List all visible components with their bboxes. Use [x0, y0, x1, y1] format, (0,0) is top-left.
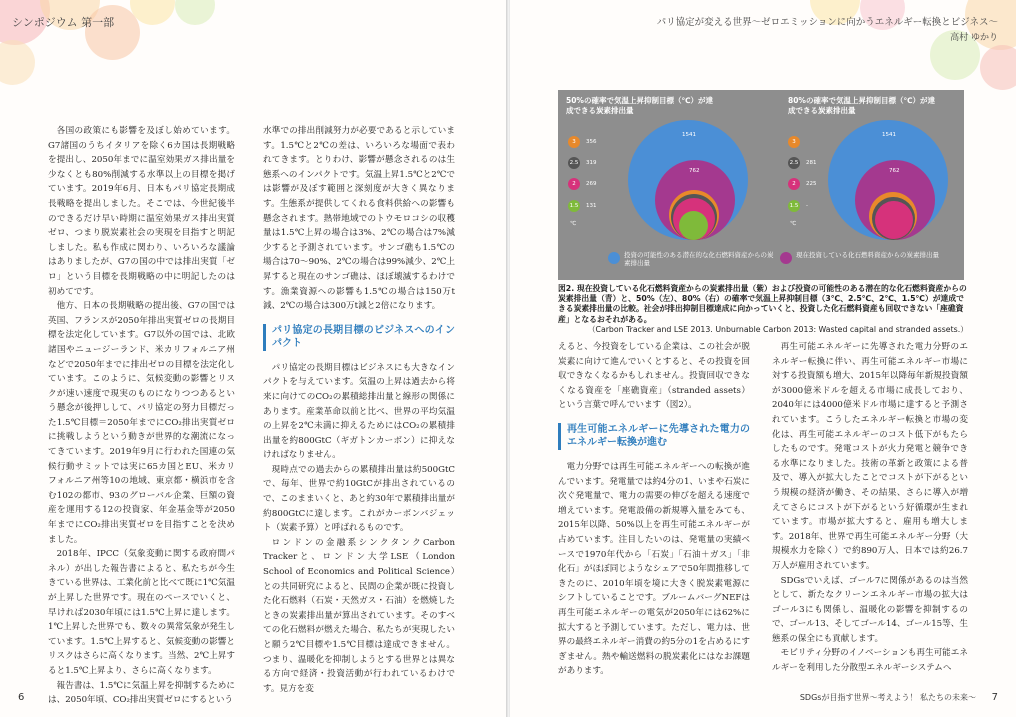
- footer-series-title: SDGsが目指す世界～考えよう！ 私たちの未来～: [799, 693, 976, 702]
- decor-blob: [175, 0, 215, 25]
- running-header-author: 高村 ゆかり: [950, 33, 998, 43]
- temp-dot-2-5: 2.5: [568, 157, 580, 169]
- bubble-left-1-5c: [679, 211, 708, 240]
- legend-purple-label: 現在投資している化石燃料資産からの炭素排出量: [796, 251, 939, 259]
- page-number: 7: [991, 692, 998, 703]
- bubble-right-purple-value: 762: [889, 168, 900, 174]
- temp-value: 131: [586, 203, 597, 209]
- running-header-title: パリ協定が変える世界～ゼロエミッションに向かうエネルギー転換とビジネス～: [656, 17, 998, 28]
- paragraph: 2018年、IPCC（気象変動に関する政府間パネル）が出した報告書によると、私たちが今生きている世界は、工業化前と比べて既に1℃気温が上昇した世界です。現在のペースでいくと、早ければ2030年頃には1.5℃上昇に達します。1℃上昇した世界でも、数々の異常気象が発生しています。1.5℃上昇すると、気候変動の影響とリスクはさらに高くなります。当然、2℃上昇すると1.5℃上昇より、さらに高くなります。: [48, 549, 235, 676]
- legend-blue-label: 投資の可能性のある潜在的な化石燃料資産からの炭素排出量: [624, 251, 774, 267]
- text-column-2: [772, 340, 968, 676]
- paragraph: 電力分野では再生可能エネルギーへの転換が進んでいます。発電量では約4分の1、いまや石炭に次ぐ発電量で、電力の需要の伸びを超える速度で増えています。発電設備の新規導入量をみても、2015年以降、50%以上を再生可能エネルギーが占めています。注目したいのは、発電量の実績ベースで1970年代から「石炭」「石油＋ガス」「非化石」がほぼ同じようなシェアで50年間推移してきたのに、2010年頃を境に大きく脱炭素電源にシフトしていることです。ブルームバーグNEFは再生可能エネルギーの電気が2050年には62%に拡大すると予測しています。ただし、電力は、世界の最終エネルギー消費の約5分の1を占めるにすぎません。熱や輸送燃料の脱炭素化にはなお課題があります。: [558, 461, 750, 677]
- figure-left-title: 50%の確率で気温上昇抑制目標（℃）が達成できる炭素排出量: [566, 96, 714, 115]
- paragraph: 他方、日本の長期戦略の提出後、G7の国では英国、フランスが2050年排出実質ゼロの長期目標を法定化しています。G7以外の国では、北欧諸国やニュージーランド、米カリフォルニア州などで2050年までに排出ゼロの目標を法定化しています。このように、気候変動の影響とリスクが速い速度で現実のものになりつつあるという懸念が後押しして、パリ協定の努力目標だった1.5℃目標＝2050年までにCO₂排出実質ゼロに挑戦しようという動きが世界的な潮流になってきています。2019年9月に行われた国連の気候行動サミットでは実に65カ国とEU、米カリフォルニア州等10の地域、東京都・横浜市を含む102の都市、93のグローバル企業、巨額の資産を運用する12の投資家、年金基金等が2050年までにCO₂排出実質ゼロを目指すことを決めました。: [48, 301, 235, 545]
- paragraph: 再生可能エネルギーに先導された電力分野のエネルギー転換に伴い、再生可能エネルギー市場に対する投資額も増大、2015年以降毎年新規投資額が3000億米ドルを超える市場に成長しており、2040年には4000億米ドル市場に達すると予測されています。こうしたエネルギー転換と市場の変化は、再生可能エネルギーのコスト低下がもたらしたものです。発電コストが火力発電と競争できる水準になりました。技術の革新と政策による普及で、導入が拡大したことでコストが下がるという規模の経済が働き、その結果、さらに導入が増えてさらにコストが下がるという好循環が生まれています。市場が拡大すると、雇用も増大します。2018年、世界で再生可能エネルギー分野（大規模水力を除く）で約890万人、日本では約26.7万人が雇用されています。: [772, 342, 968, 571]
- paragraph: SDGsでいえば、ゴール7に関係があるのは当然として、新たなクリーンエネルギー市場の拡大はゴール3にも関係し、温暖化の影響を抑制するので、ゴール13、そしてゴール14、ゴール15等、生態系の保全にも貢献します。: [772, 575, 968, 644]
- figure-right-title: 80%の確率で気温上昇抑制目標（℃）が達成できる炭素排出量: [788, 96, 936, 115]
- temp-dot-3: 3: [788, 136, 800, 148]
- temp-value: 269: [586, 181, 597, 187]
- temp-value: 319: [586, 160, 597, 166]
- section-heading: パリ協定の長期目標のビジネスへのインパクト: [263, 324, 455, 351]
- legend-swatch-purple: [780, 252, 792, 264]
- right-page: [510, 0, 1016, 717]
- bubble-right-2c: [875, 201, 913, 239]
- text-column-1: [48, 124, 235, 708]
- section-heading: 再生可能エネルギーに先導された電力のエネルギー転換が進む: [558, 423, 750, 450]
- bubble-right-blue-value: 1541: [882, 132, 896, 138]
- temp-dot-3: 3: [568, 136, 580, 148]
- caption-source: （Carbon Tracker and LSE 2013. Unburnable Carbon 2013: Wasted capital and stranded assets.）: [587, 324, 968, 334]
- paragraph: 各国の政策にも影響を及ぼし始めています。G7諸国のうちイタリアを除く6カ国は長期戦略を提出し、2050年までに温室効果ガス排出量を少なくとも80%削減する水準以上の目標を掲げています。2019年6月、日本もパリ協定長期成長戦略を提出しました。そこでは、今世紀後半のできるだけ早い時期に温室効果ガス排出実質ゼロ、つまり脱炭素社会の実現を目指すと明記しました。私も作成に関わり、いろいろな議論はありましたが、G7の国の中では排出実質「ゼロ」という目標を長期戦略の中に明記したのは初めてです。: [48, 126, 235, 297]
- temp-dot-2-5: 2.5: [788, 157, 800, 169]
- legend-swatch-blue: [608, 252, 620, 264]
- temp-dot-2: 2: [568, 178, 580, 190]
- paragraph: 現時点での過去からの累積排出量は約500GtCで、毎年、世界で約10GtCが排出されているので、このままいくと、あと約30年で累積排出量が約800GtCに達します。これがカーボンバジェット（炭素予算）と呼ばれるものです。: [263, 464, 455, 534]
- temp-value: -: [806, 203, 808, 209]
- unit-label: ℃: [570, 221, 577, 227]
- paragraph: えると、今投資をしている企業は、この社会が脱炭素に向けて進んでいくとすると、その投資を回収できなくなるかもしれません。投資回収できなくなる資産を「座礁資産」（stranded assets）という言葉で呼んでいます（図2）。: [558, 342, 750, 411]
- temp-value: 281: [806, 160, 817, 166]
- caption-text: 図2. 現在投資している化石燃料資産からの炭素排出量（紫）および投資の可能性のある潜在的な化石燃料資産からの炭素排出量（青）と、50%（左）、80%（右）の確率で気温上昇抑制目標（3℃、2.5℃、2℃、1.5℃）が達成できる炭素排出量の比較。社会が排出抑制目標達成に向かっていくと、投資した化石燃料資産も回収できない「座礁資産」となるおそれがある。: [558, 284, 967, 324]
- bubble-left-blue-value: 1541: [682, 132, 696, 138]
- unit-label: ℃: [790, 221, 797, 227]
- bubble-left-purple-value: 762: [689, 168, 700, 174]
- temp-dot-2: 2: [788, 178, 800, 190]
- paragraph: 報告書は、1.5℃に気温上昇を抑制するためには、2050年頃、CO₂排出実質ゼロにするという: [48, 680, 235, 706]
- figure-carbon-budget: [558, 90, 964, 280]
- text-column-1: [558, 340, 750, 679]
- temp-dot-1-5: 1.5: [568, 200, 580, 212]
- figure-caption: [558, 284, 968, 335]
- temp-dot-1-5: 1.5: [788, 200, 800, 212]
- paragraph: パリ協定の長期目標はビジネスにも大きなインパクトを与えています。気温の上昇は過去から将来に向けてのCO₂の累積総排出量と線形の関係にあります。産業革命以前と比べ、世界の平均気温の上昇を2℃未満に抑えるためにはCO₂の累積排出量を約800GtC（ギガトンカーボン）に抑えなければなりません。: [263, 362, 455, 461]
- decor-blob: [0, 40, 35, 85]
- paragraph: ロンドンの金融系シンクタンクCarbon Trackerと、ロンドン大学LSE（London School of Economics and Political Science）との共同研究によると、民間の企業が既に投資した化石燃料（石炭・天然ガス・石油）を燃焼したときの炭素排出量が算出されています。そのすべての化石燃料が燃えた場合、私たちが実現したいと願う2℃目標や1.5℃目標は達成できません。つまり、温暖化を抑制しようとする世界とは異なる方向で経済・投資活動が行われているわけです。見方を変: [263, 537, 455, 694]
- page-number: 6: [18, 692, 25, 703]
- decor-blob: [980, 45, 1016, 90]
- paragraph: 水準での排出削減努力が必要であると示しています。1.5℃と2℃の差は、いろいろな場面で表われてきます。とりわけ、影響が懸念されるのは生態系へのインパクトです。気温上昇1.5℃と2℃では影響が及ぼす範囲と深刻度が大きく異なります。生態系が提供してくれる食料供給への影響も懸念されます。熱帯地域でのトウモロコシの収穫量は1.5℃上昇の場合は3%、2℃の場合は7%減少すると予測されています。サンゴ礁も1.5℃の場合は70～90%、2℃の場合は99%減少、2℃上昇すると現在のサンゴ礁は、ほぼ壊滅するわけです。漁業資源への影響も1.5℃の場合は150万t減、2℃の場合は300万t減と2倍になります。: [263, 126, 455, 312]
- temp-value: 225: [806, 181, 817, 187]
- temp-value: 356: [586, 139, 597, 145]
- text-column-2: [263, 124, 455, 696]
- running-header: シンポジウム 第一部: [12, 16, 115, 29]
- paragraph: モビリティ分野のイノベーションも再生可能エネルギーを利用した分散型エネルギーシステムへ: [772, 648, 968, 674]
